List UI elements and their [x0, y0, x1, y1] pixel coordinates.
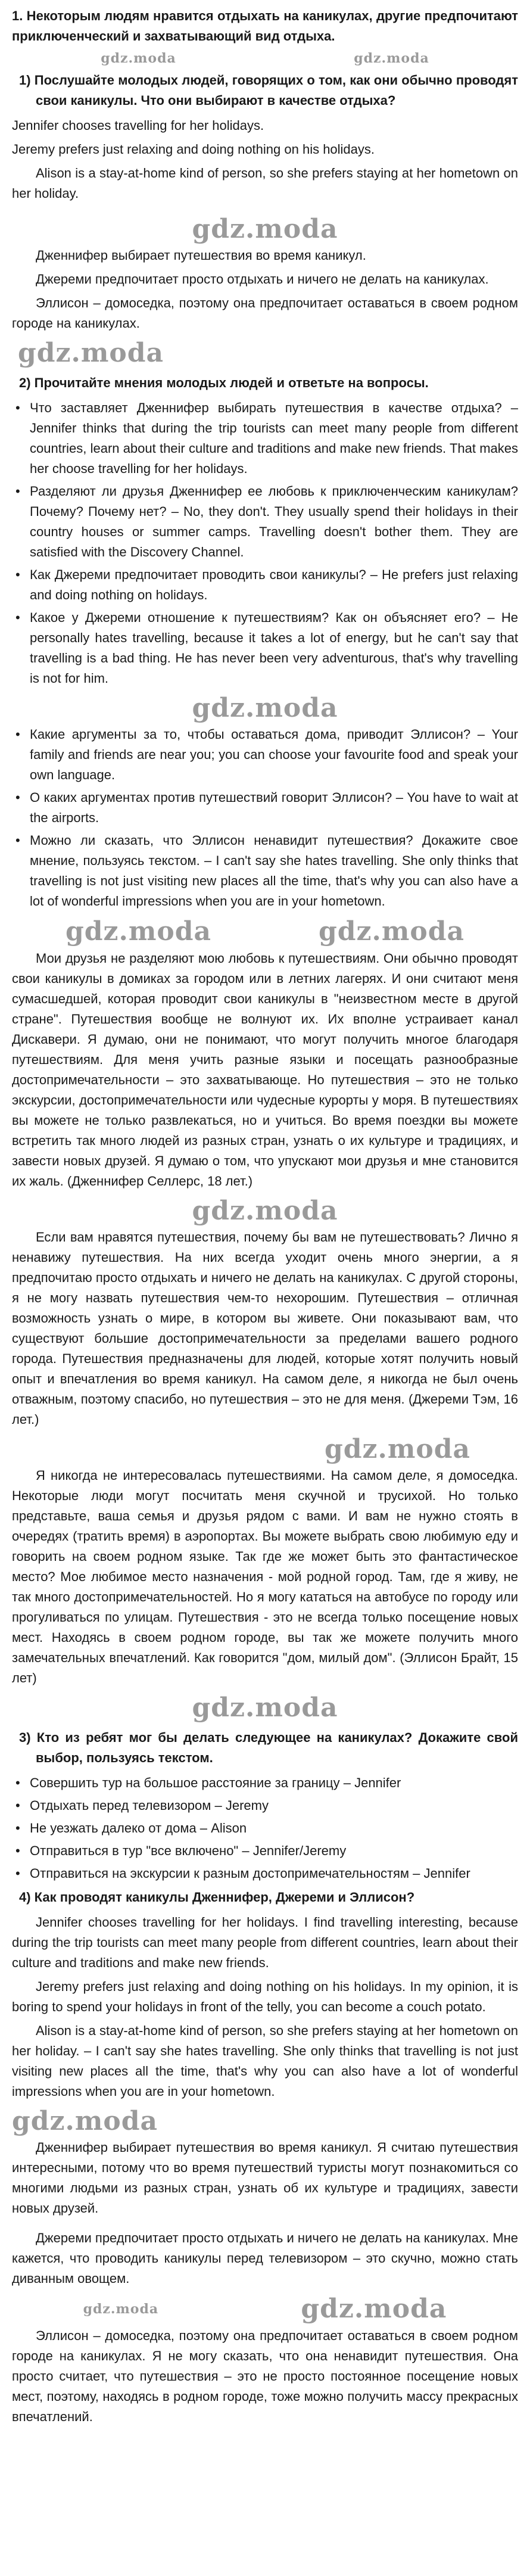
answer-line: Alison is a stay-at-home kind of person, so she prefers staying at her hometown on her holiday. – I can't say she hates travelling. She only thinks that travelling is not just visiting new places all the time, that's why you can also have a lot of wonderful impressions when you are in your hometown.: [12, 2023, 518, 2099]
watermark: gdz.moda: [301, 2294, 447, 2324]
qa-list: [12, 398, 518, 689]
watermark: gdz.moda: [83, 2301, 159, 2317]
translation-line: Эллисон – домоседка, поэтому она предпочитает оставаться в своем родном городе на каникулах.: [12, 295, 518, 331]
choice-item: • Отправиться на экскурсии к разным достопримечательностям – Jennifer: [12, 1863, 518, 1884]
watermark-row: [12, 915, 518, 948]
watermark: gdz.moda: [324, 1434, 470, 1464]
qa-item: • Разделяют ли друзья Дженнифер ее любовь к приключенческим каникулам? Почему? Почему нет? – No, they don't. They usually spend their holidays in their country houses or summer camps. Travelling doesn't bother them. They are satisfied with the Discovery Channel.: [12, 481, 518, 562]
qa-list: [12, 724, 518, 911]
choice-list: [12, 1773, 518, 1884]
watermark-row: [12, 1692, 518, 1724]
answer-line: Jeremy prefers just relaxing and doing nothing on his holidays. In my opinion, it is boring to spend your holidays in front of the telly, you can become a couch potato.: [12, 1979, 518, 2014]
translation-line: Дженнифер выбирает путешествия во время каникул. Я считаю путешествия интересными, потому что во время путешествий туристы могут познакомиться со многими людьми из разных стран, узнать об их культуре и традициях, завести новых друзей.: [12, 2140, 518, 2216]
watermark: gdz.moda: [192, 1196, 338, 1226]
watermark: gdz.moda: [65, 916, 211, 947]
watermark: gdz.moda: [354, 51, 429, 66]
watermark-row: [12, 1433, 518, 1466]
watermark: gdz.moda: [192, 1693, 338, 1723]
choice-item: • Совершить тур на большое расстояние за границу – Jennifer: [12, 1773, 518, 1793]
watermark: gdz.moda: [318, 916, 464, 947]
qa-item: • О каких аргументах против путешествий говорит Эллисон? – You have to wait at the airports.: [12, 788, 518, 828]
choice-item: • Не уезжать далеко от дома – Alison: [12, 1818, 518, 1838]
watermark: gdz.moda: [18, 338, 164, 368]
watermark: gdz.moda: [101, 51, 176, 66]
question-2: 2) Прочитайте мнения молодых людей и ответьте на вопросы.: [19, 375, 429, 390]
answer-line: Alison is a stay-at-home kind of person, so she prefers staying at her hometown on her holiday.: [12, 166, 518, 201]
question-1: 1) Послушайте молодых людей, говорящих о том, как они обычно проводят свои каникулы. Что они выбирают в качестве отдыха?: [19, 73, 518, 108]
intro-task: 1. Некоторым людям нравится отдыхать на каникулах, другие предпочитают приключенческий и захватывающий вид отдыха.: [12, 8, 518, 43]
paragraph: Я никогда не интересовалась путешествиями. На самом деле, я домоседка. Некоторые люди могут посчитать меня скучной и трусихой. Но только представьте, ваша семья и друзья рядом с вами. И вам не нужно стоять в очередях (тратить время) в аэропортах. Вы можете выбрать свою любимую еду и говорить на своем родном языке. Так где же может быть это фантастическое место? Мое любимое место назначения - мой родной город. Там, где я живу, не так много достопримечательностей. Но я могу кататься на автобусе по городу или прогуливаться по улицам. Путешествия - это не всегда только посещение новых мест. Находясь в своем родном городе, вы так же можете получить много замечательных впечатлений. Как говорится "дом, милый дом". (Эллисон Брайт, 15 лет): [12, 1468, 518, 1685]
watermark-row: [12, 337, 518, 369]
choice-item: • Отдыхать перед телевизором – Jeremy: [12, 1796, 518, 1816]
watermark-row: [12, 2105, 518, 2138]
watermark-row: [12, 692, 518, 724]
watermark-row: [12, 2292, 518, 2326]
qa-item: • Какие аргументы за то, чтобы оставаться дома, приводит Эллисон? – Your family and friends are near you; you can choose your favourite food and speak your own language.: [12, 724, 518, 785]
answer-line: Jeremy prefers just relaxing and doing nothing on his holidays.: [12, 142, 375, 157]
question-3: 3) Кто из ребят мог бы делать следующее на каникулах? Докажите свой выбор, пользуясь текстом.: [19, 1730, 518, 1765]
watermark: gdz.moda: [12, 2106, 158, 2136]
paragraph: Мои друзья не разделяют мою любовь к путешествиям. Они обычно проводят свои каникулы в домиках за городом или в летних лагерях. И они считают меня сумасшедшей, которая проводит свои каникулы в "неизвестном месте в другой стране". Путешествия вообще не волнуют их. Их вполне устраивает канал Дискавери. Я думаю, они не понимают, что могут получить многое благодаря путешествиям. Для меня учить разные языки и посещать разнообразные достопримечательности – это захватывающе. Но путешествия – это не только экскурсии, достопримечательности или чудесные курорты у моря. В путешествиях вы можете не только развлекаться, но и учиться. Во время поездки вы можете встретить так много людей из разных стран, узнать о их культуре и традициях, и завести новых друзей. Я думаю о том, что упускают мои друзья и мне становится их жаль. (Дженнифер Селлерс, 18 лет.): [12, 951, 518, 1189]
document-page: [12, 0, 518, 2427]
translation-line: Дженнифер выбирает путешествия во время каникул.: [36, 248, 366, 263]
watermark-row: [12, 50, 518, 67]
translation-line: Джереми предпочитает просто отдыхать и ничего не делать на каникулах.: [36, 272, 489, 287]
watermark-row: [12, 213, 518, 245]
qa-item: • Как Джереми предпочитает проводить свои каникулы? – He prefers just relaxing and doing nothing on holidays.: [12, 565, 518, 605]
qa-item: • Можно ли сказать, что Эллисон ненавидит путешествия? Докажите свое мнение, пользуясь текстом. – I can't say she hates travelling. She only thinks that travelling is not just visiting new places all the time, that's why you can also have a lot of wonderful impressions when you are in your hometown.: [12, 830, 518, 911]
question-4: 4) Как проводят каникулы Дженнифер, Джереми и Эллисон?: [19, 1890, 415, 1905]
qa-item: • Какое у Джереми отношение к путешествиям? Как он объясняет его? – He personally hates travelling, because it takes a lot of energy, but he can't say that travelling is a bad thing. He has never been very adventurous, that's why travelling is not for him.: [12, 608, 518, 689]
answer-line: Jennifer chooses travelling for her holidays.: [12, 118, 264, 133]
watermark: gdz.moda: [192, 214, 338, 244]
qa-item: • Что заставляет Дженнифер выбирать путешествия в качестве отдыха? – Jennifer thinks that during the trip tourists can meet many people from different countries, learn about their culture and traditions and make new friends. That makes her choose travelling for her holidays.: [12, 398, 518, 479]
translation-line: Джереми предпочитает просто отдыхать и ничего не делать на каникулах. Мне кажется, что проводить каникулы перед телевизором – это скучно, можно стать диванным овощем.: [12, 2230, 518, 2286]
choice-item: • Отправиться в тур "все включено" – Jennifer/Jeremy: [12, 1841, 518, 1861]
watermark: gdz.moda: [192, 693, 338, 723]
translation-line: Эллисон – домоседка, поэтому она предпочитает оставаться в своем родном городе на каникулах. Я не могу сказать, что она ненавидит путешествия. Она просто считает, что путешествия – это не просто постоянное посещение новых мест, поэтому, находясь в родном городе, тоже можно получить массу прекрасных впечатлений.: [12, 2328, 518, 2424]
answer-line: Jennifer chooses travelling for her holidays. I find travelling interesting, because during the trip tourists can meet many people from different countries, learn about their culture and traditions and make new friends.: [12, 1915, 518, 1970]
watermark-row: [12, 1195, 518, 1227]
paragraph: Если вам нравятся путешествия, почему бы вам не путешествовать? Лично я ненавижу путешествия. На них всегда уходит очень много энергии, а я предпочитаю просто отдыхать и ничего не делать на каникулах. С другой стороны, я не могу назвать путешествия чем-то нехорошим. Путешествия – отличная возможность узнать о мире, в котором вы живете. Они показывают вам, что существуют большие достопримечательности за пределами вашего родного города. Путешествия предназначены для людей, которые хотят получить новый опыт и впечатления во время каникул. На самом деле, я никогда не был очень отважным, поэтому спасибо, но путешествия – это не для меня. (Джереми Тэм, 16 лет.): [12, 1230, 518, 1427]
